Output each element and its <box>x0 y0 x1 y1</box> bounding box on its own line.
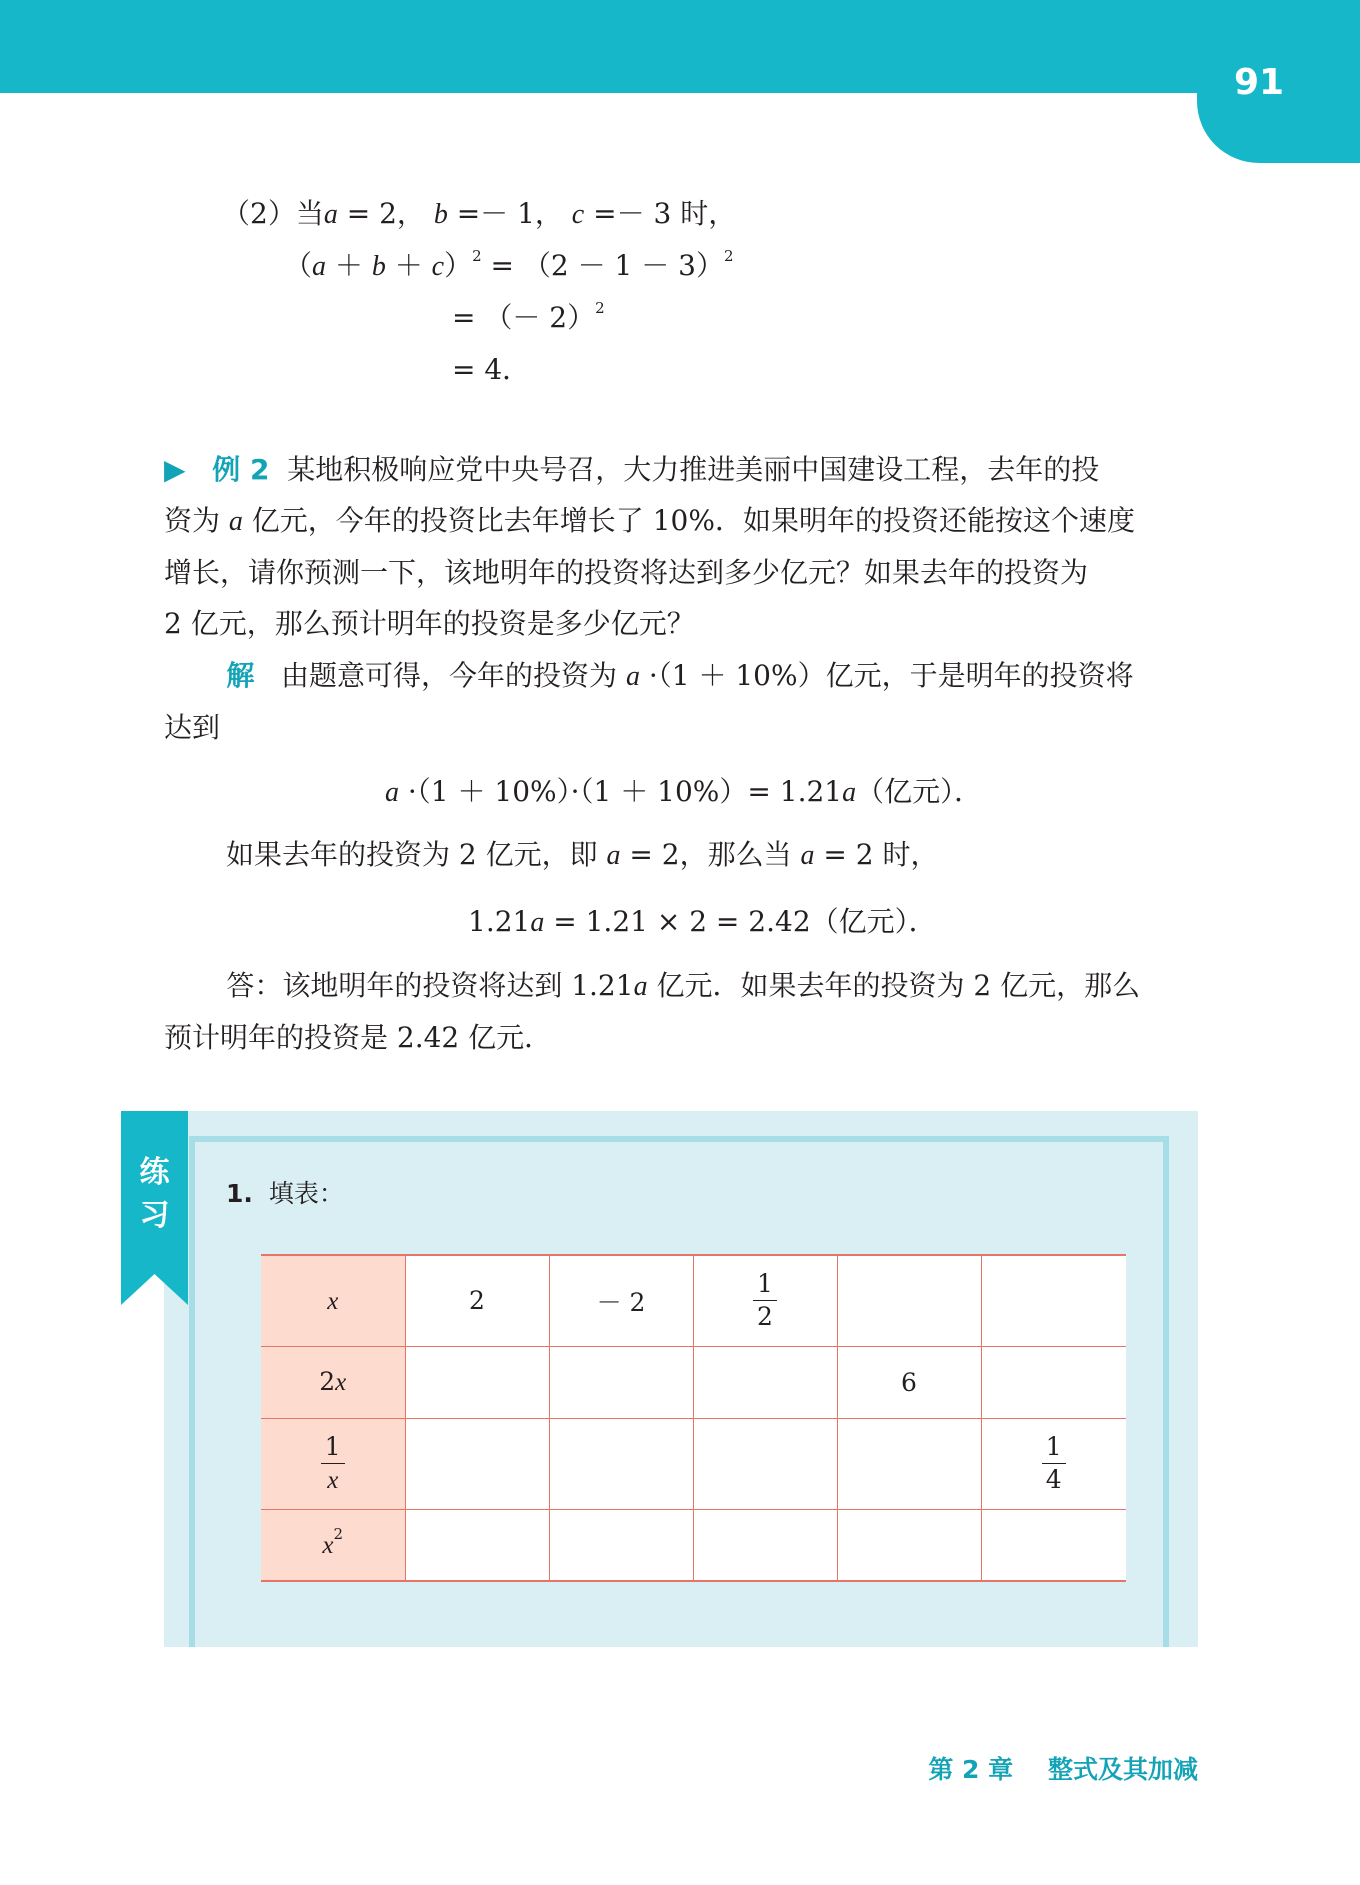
table-cell <box>549 1418 693 1509</box>
table-cell <box>693 1346 837 1418</box>
table-row-reciprocal <box>261 1418 1126 1509</box>
solution-label: 解 <box>226 659 255 692</box>
example-2-line-1: ▶ 例 2 某地积极响应党中央号召，大力推进美丽中国建设工程，去年的投 <box>164 453 1100 486</box>
table-cell-fraction: $\frac{1}{2}$ <box>693 1255 837 1346</box>
solution-formula-2: 1.21a = 1.21 × 2 = 2.42（亿元）． <box>468 905 937 938</box>
table-cell: － 2 <box>549 1255 693 1346</box>
practice-ribbon-label: 练 习 <box>139 1155 170 1233</box>
table-cell <box>549 1509 693 1581</box>
header-band <box>0 0 1360 93</box>
table-cell-fraction: $\frac{1}{4}$ <box>981 1418 1126 1509</box>
example-label: 例 2 <box>212 453 270 486</box>
fill-table <box>261 1254 1126 1582</box>
table-head-x-squared: $x^2$ <box>261 1509 405 1581</box>
table-cell <box>981 1255 1126 1346</box>
answer-line-1: 答：该地明年的投资将达到 1.21a 亿元．如果去年的投资为 2 亿元，那么 <box>226 969 1141 1002</box>
play-triangle-icon: ▶ <box>164 453 186 486</box>
answer-line-2: 预计明年的投资是 2.42 亿元． <box>164 1021 553 1054</box>
example-2-line-4: 2 亿元，那么预计明年的投资是多少亿元？ <box>164 607 695 640</box>
table-cell: 6 <box>837 1346 981 1418</box>
part2-equation-2: = （－ 2）$^2$ <box>452 299 605 334</box>
table-row-x-squared <box>261 1509 1126 1581</box>
table-cell <box>405 1346 549 1418</box>
example-2 <box>164 444 1198 649</box>
answer <box>164 960 1198 1063</box>
solution-formula-1: a ·（1 ＋ 10%）·（1 ＋ 10%）= 1.21a（亿元）． <box>385 775 983 808</box>
table-cell <box>549 1346 693 1418</box>
table-cell <box>837 1255 981 1346</box>
table-cell: 2 <box>405 1255 549 1346</box>
question-1: 1. 填表： <box>226 1179 344 1208</box>
table-cell <box>693 1418 837 1509</box>
part2-equation-3: = 4． <box>452 353 531 386</box>
table-cell <box>837 1509 981 1581</box>
part2-condition: （2）当a = 2， b =－ 1， c =－ 3 时， <box>222 197 737 230</box>
page-number: 91 <box>1233 62 1285 103</box>
solution-line-2: 达到 <box>164 711 221 744</box>
part2-equation-1: $(a + b + c)^2 = (2 - 1 - 3)^2$ <box>284 247 734 282</box>
table-cell <box>405 1418 549 1509</box>
table-cell <box>837 1418 981 1509</box>
table-cell <box>693 1509 837 1581</box>
example-2-line-2: 资为 a 亿元，今年的投资比去年增长了 10%．如果明年的投资还能按这个速度 <box>164 504 1135 537</box>
table-head-2x: 2x <box>261 1346 405 1418</box>
table-row-2x <box>261 1346 1126 1418</box>
table-head-x: x <box>261 1255 405 1346</box>
table-head-reciprocal: $\frac{1}{x}$ <box>261 1418 405 1509</box>
table-cell <box>981 1346 1126 1418</box>
table-cell <box>981 1509 1126 1581</box>
solution-condition: 如果去年的投资为 2 亿元，即 a = 2，那么当 a = 2 时， <box>226 838 939 871</box>
example-2-line-3: 增长，请你预测一下，该地明年的投资将达到多少亿元？如果去年的投资为 <box>164 556 1089 589</box>
chapter-footer: 第 2 章 整式及其加减 <box>928 1755 1198 1784</box>
solution <box>164 650 1198 753</box>
table-cell <box>405 1509 549 1581</box>
table-row-x <box>261 1255 1126 1346</box>
solution-line-1: 解 由题意可得，今年的投资为 a ·（1 ＋ 10%）亿元，于是明年的投资将 <box>226 659 1134 692</box>
